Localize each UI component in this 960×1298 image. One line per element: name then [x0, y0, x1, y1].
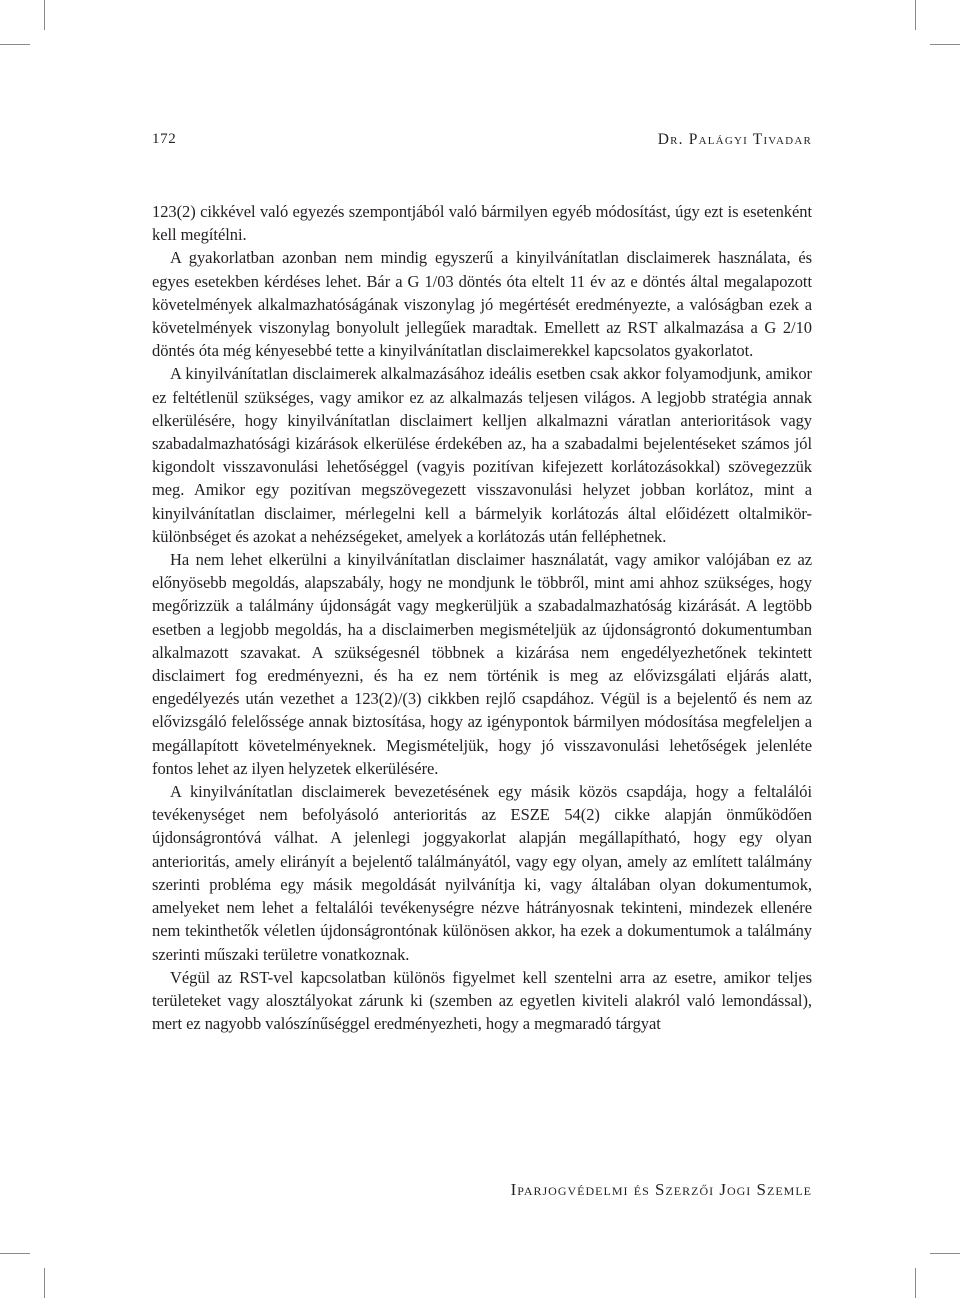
author-name: Dr. Palágyi Tivadar: [657, 131, 812, 148]
crop-mark-top-right: [915, 0, 916, 30]
crop-mark-left-top: [0, 44, 30, 45]
paragraph: A kinyilvánítatlan disclaimerek alkalmazásához ideális esetben csak akkor folyamodjunk, amikor ez feltétlenül szükséges, vagy amikor ez az alkalmazás teljesen világos. A legjobb stratégia annak elkerülésére, hogy kinyilvánítatlan disclaimert kelljen alkalmazni váratlan anterioritások vagy szabadalmazhatósági kizárások elkerülése érdekében az, ha a szabadalmi bejelentéseket számos jól kigondolt visszavonulási lehetőséggel (vagyis pozitívan kifejezett korlátozásokkal) szövegezzük meg. Amikor egy pozitívan megszövegezett visszavonulási helyzet jobban korlátoz, mint a kinyilvánítatlan disclaimer, mérlegelni kell a bármelyik korlátozás által előidézett oltalmikör-különbséget és azokat a nehézségeket, amelyek a korlátozás után felléphetnek.: [152, 364, 812, 546]
crop-mark-top-left: [44, 0, 45, 30]
paragraph: A gyakorlatban azonban nem mindig egyszerű a kinyilvánítatlan disclaimerek használata, és egyes esetekben kérdéses lehet. Bár a G 1/03 döntés óta eltelt 11 év az e döntés által megalapozott követelmények alkalmazhatóságának viszonylag jó megértését eredményezte, a valóságban ezek a követelmények viszonylag bonyolult jellegűek maradtak. Emellett az RST alkalmazása a G 2/10 döntés óta még kényesebbé tette a kinyilvánítatlan disclaimerekkel kapcsolatos gyakorlatot.: [152, 248, 812, 361]
crop-mark-right-bottom: [930, 1253, 960, 1254]
paragraph: Ha nem lehet elkerülni a kinyilvánítatlan disclaimer használatát, vagy amikor valójában ez az előnyösebb megoldás, alapszabály, hogy ne mondjunk le többről, mint ami ahhoz szükséges, hogy megőrizzük a találmány újdonságát vagy megkerüljük a szabadalmazhatóság kizárását. A legtöbb esetben a legjobb megoldás, ha a disclaimerben megismételjük az újdonságrontó dokumentumban alkalmazott szavakat. A szükségesnél többnek a kizárása nem engedélyezhetőnek tekintett disclaimert fog eredményezni, és ha ez nem történik is meg az elővizsgálati eljárás alatt, engedélyezés után vezethet a 123(2)/(3) cikkben rejlő csapdához. Végül is a bejelentő és nem az elővizsgáló felelőssége annak biztosítása, hogy az igénypontok bármilyen módosítása megfeleljen a megállapított követelményeknek. Megismételjük, hogy jó visszavonulási lehetőségek jelenléte fontos lehet az ilyen helyzetek elkerülésére.: [152, 550, 812, 778]
running-head: [152, 131, 812, 153]
crop-mark-right-top: [930, 44, 960, 45]
crop-mark-bottom-left: [44, 1268, 45, 1298]
paragraph: A kinyilvánítatlan disclaimerek bevezetésének egy másik közös csapdája, hogy a feltalálói tevékenységet nem befolyásoló anterioritás az ESZE 54(2) cikke alapján önműködően újdonságrontóvá válhat. A jelenlegi joggyakorlat alapján megállapítható, hogy egy olyan anterioritás, amely elirányít a bejelentő találmányától, vagy egy olyan, amely az említett találmány szerinti probléma egy másik megoldását nyilvánítja ki, vagy általában olyan dokumentumok, amelyeket nem lehet a feltalálói tevékenységre nézve hátrányosnak tekinteni, mindezek ellenére nem tekinthetők véletlen újdonságrontónak különösen akkor, ha ezek a dokumentumok a találmány szerinti műszaki területre vonatkoznak.: [152, 782, 812, 964]
journal-title: Iparjogvédelmi és Szerzői Jogi Szemle: [510, 1180, 812, 1199]
paragraph: 123(2) cikkével való egyezés szempontjából való bármilyen egyéb módosítást, úgy ezt is esetenként kell megítélni.: [152, 202, 812, 245]
page-number: 172: [152, 131, 177, 147]
paragraph: Végül az RST-vel kapcsolatban különös figyelmet kell szentelni arra az esetre, amikor teljes területeket vagy alosztályokat zárunk ki (szemben az egyetlen kiviteli alakról való lemondással), mert ez nagyobb valószínűséggel eredményezheti, hogy a megmaradó tárgyat: [152, 967, 812, 1034]
crop-mark-bottom-right: [915, 1268, 916, 1298]
crop-mark-left-bottom: [0, 1253, 30, 1254]
article-body: [152, 200, 812, 1035]
